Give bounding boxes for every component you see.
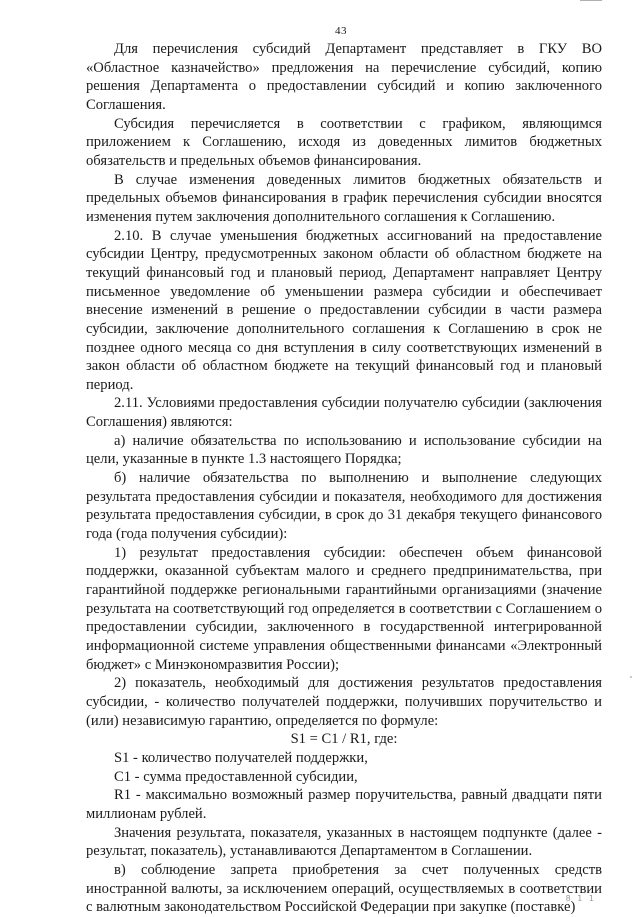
definition-r1: R1 - максимально возможный размер поручительства, равный двадцати пяти миллионам рублей. [86, 787, 602, 822]
condition-b: б) наличие обязательства по выполнению и выполнение следующих результата предоставления субсидии и показателя, необходимого для достижения результата предоставления субсидии, в срок до 31 декабря текущего финансового года (года получения субсидии): [86, 470, 602, 543]
paragraph-values: Значения результата, показателя, указанных в настоящем подпункте (далее - результат, показатель), устанавливаются Департаментом в Соглашении. [86, 824, 602, 860]
paragraph-transfer-schedule: Субсидия перечисляется в соответствии с графиком, являющимся приложением к Соглашению, исходя из доведенных лимитов бюджетных обязательств и предельных объемов финансирования. [86, 115, 602, 169]
definition-c1: C1 - сумма предоставленной субсидии, [114, 768, 358, 785]
document-page [86, 22, 602, 917]
scan-corner-mark [580, 0, 602, 4]
formula: S1 = C1 / R1, где: [290, 731, 398, 748]
definition-s1: S1 - количество получателей поддержки, [114, 749, 368, 766]
paragraph-schedule-changes: В случае изменения доведенных лимитов бюджетных обязательств и предельных объемов финансирования в график перечисления субсидии вносятся изменения путем заключения дополнительного соглашения к Соглашению. [86, 171, 602, 225]
paragraph-transfer-documents: Для перечисления субсидий Департамент представляет в ГКУ ВО «Областное казначейство» предложения на перечисление субсидий, копию решения Департамента о предоставлении субсидий и копию заключенного Соглашения. [86, 41, 602, 113]
page-number: 43 [335, 25, 347, 37]
paragraph-2-10: 2.10. В случае уменьшения бюджетных ассигнований на предоставление субсидии Центру, предусмотренных законом области об областном бюджете на текущий финансовый год и плановый период, Департамент направляет Центру письменное уведомление об уменьшении размера субсидии и обеспечивает внесение изменений в решение о предоставлении субсидии в части размера субсидии, заключение дополнительного соглашения к Соглашению в срок не позднее одного месяца со дня вступления в силу соответствующих изменений в закон области об областном бюджете на текущий финансовый год и плановый период. [86, 227, 602, 393]
paragraph-2-11: 2.11. Условиями предоставления субсидии получателю субсидии (заключения Соглашения) являются: [86, 395, 602, 431]
condition-b-indicator: 2) показатель, необходимый для достижения результатов предоставления субсидии, - количество получателей поддержки, получивших поручительство и (или) независимую гарантию, определяется по формуле: [86, 675, 602, 729]
condition-a: а) наличие обязательства по использованию и использование субсидии на цели, указанные в пункте 1.3 настоящего Порядка; [86, 432, 602, 468]
scan-speck [630, 676, 632, 678]
condition-c: в) соблюдение запрета приобретения за счет полученных средств иностранной валюты, за исключением операций, осуществляемых в соответствии с валютным законодательством Российской Федерации при закупке (поставке) [86, 861, 602, 916]
scan-footer-mark: 8 1 1 [565, 894, 596, 903]
condition-b-result: 1) результат предоставления субсидии: обеспечен объем финансовой поддержки, оказанной субъектам малого и среднего предпринимательства, при гарантийной поддержке региональными гарантийными организациями (значение результата на соответствующий год определяется в соответствии с Соглашением о предоставлении субсидии, заключенного в государственной интегрированной информационной системе управления общественными финансами «Электронный бюджет» с Минэкономразвития России); [86, 544, 602, 673]
